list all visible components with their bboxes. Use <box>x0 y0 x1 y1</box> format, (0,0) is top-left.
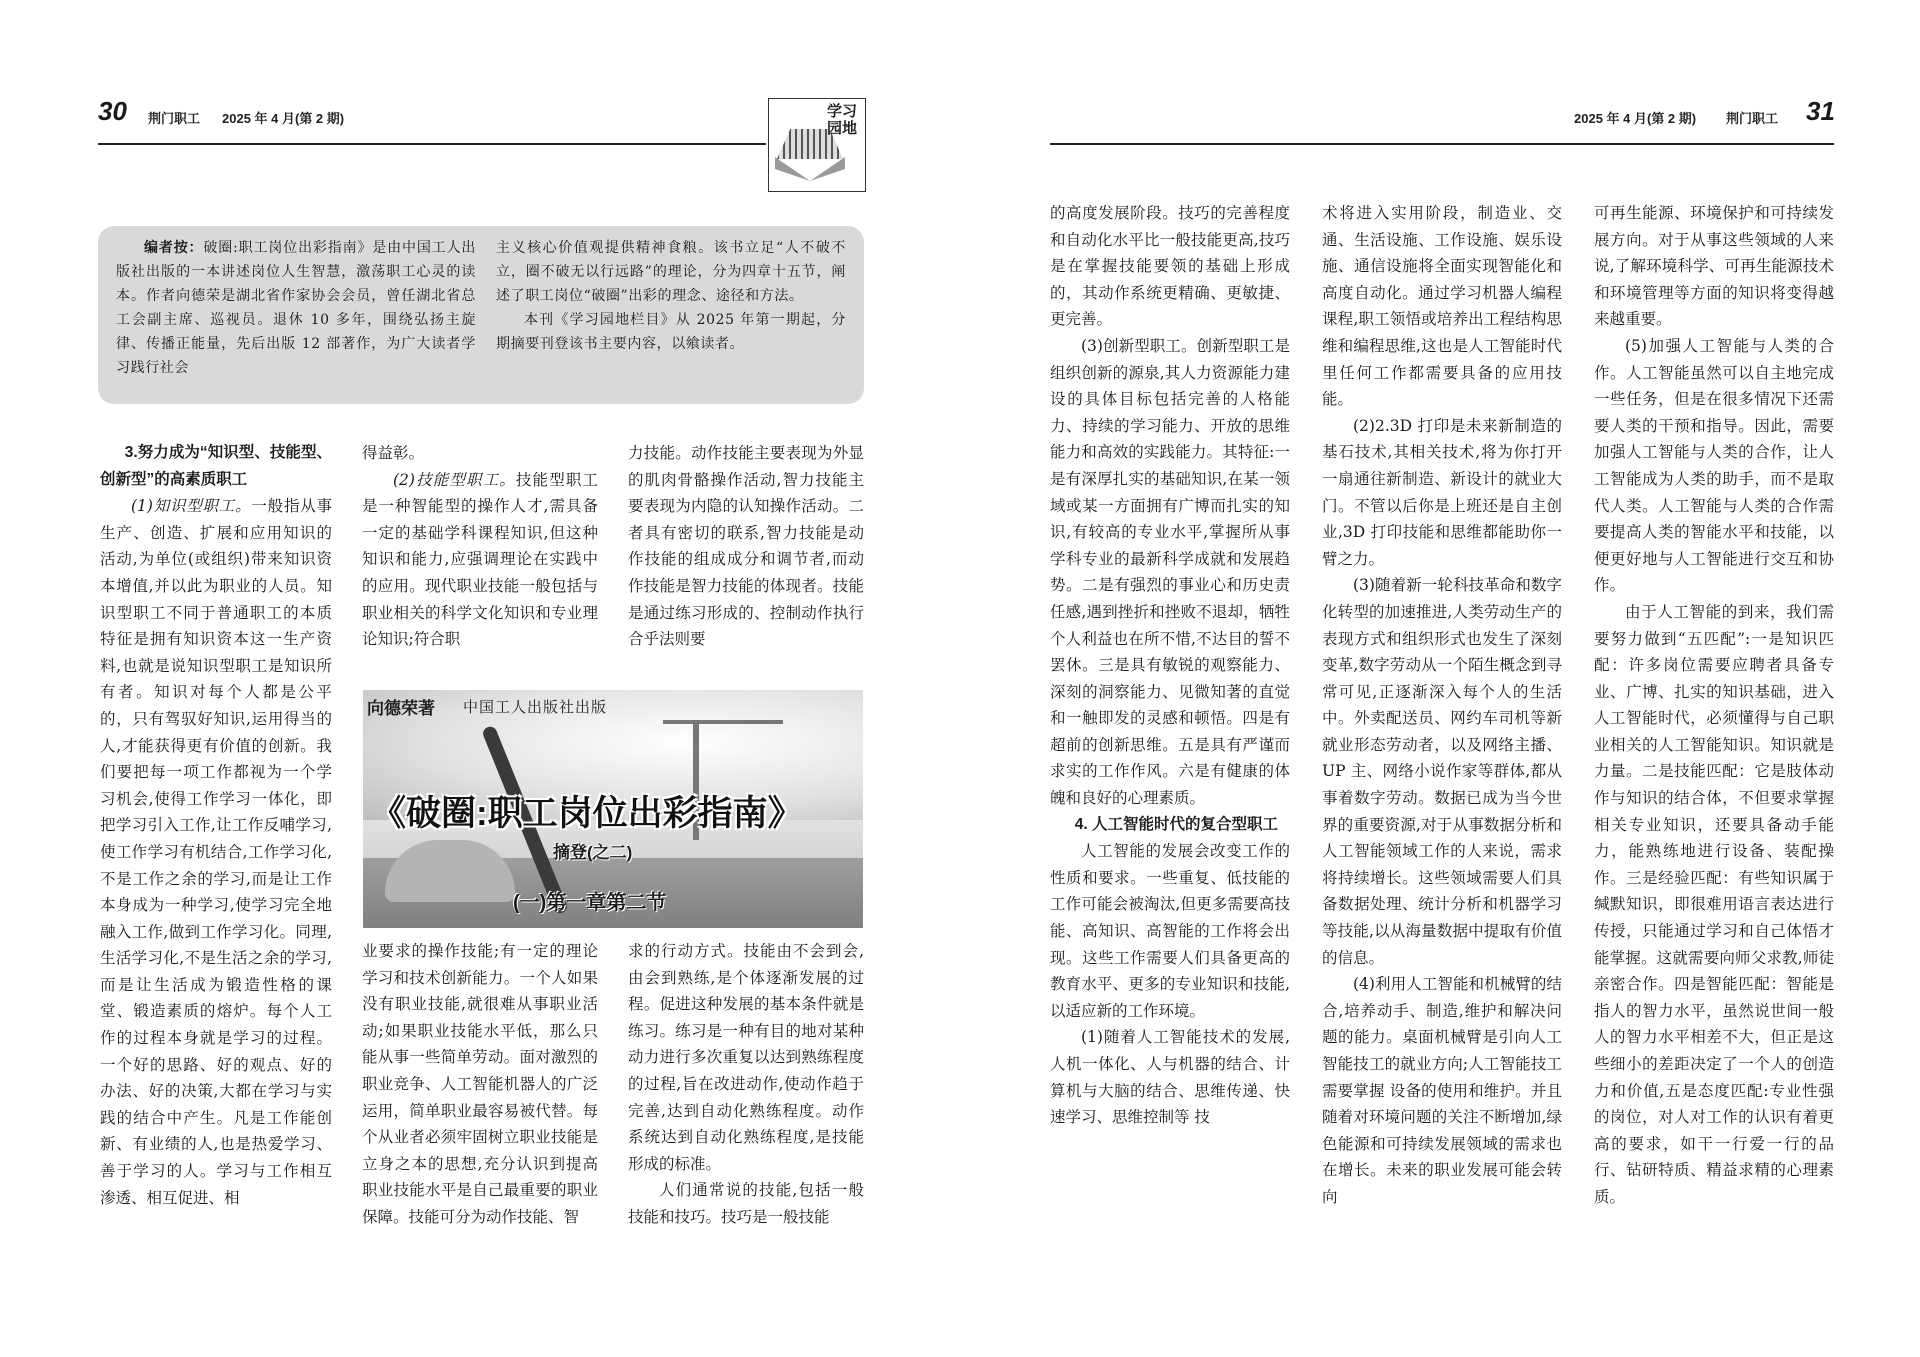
right-header-rule <box>1050 143 1834 145</box>
column-logo <box>768 98 866 192</box>
editor-note-label: 编者按： <box>144 240 204 256</box>
banner-section: (一)第一章第二节 <box>513 892 667 914</box>
right-c3-para-1: 可再生能源、环境保护和可持续发展方向。对于从事这些领域的人来说,了解环境科学、可再生能源技术和环境管理等方面的知识将变得越来越重要。 <box>1594 204 1834 329</box>
banner-publisher: 中国工人出版社出版 <box>463 698 608 716</box>
right-column-2 <box>1322 200 1562 1211</box>
crane-arm-image <box>663 720 783 724</box>
skilled-worker-lead: (2)技能型职工。 <box>393 470 516 489</box>
editor-note-col1 <box>116 236 476 380</box>
column3-bottom-text2: 人们通常说的技能,包括一般技能和技巧。技巧是一般技能 <box>628 1181 864 1226</box>
column3-bottom-text1: 求的行动方式。技能由不会到会,由会到熟练,是个体逐渐发展的过程。促进这种发展的基本条件就是练习。练习是一种有目的地对某种动力进行多次重复以达到熟练程度的过程,旨在改进动作,使动作趋于完善,达到自动化熟练程度。动作系统达到自动化熟练程度,是技能形成的标准。 <box>628 942 864 1173</box>
column2-bottom-text: 业要求的操作技能;有一定的理论学习和技术创新能力。一个人如果没有职业技能,就很难从事职业活动;如果职业技能水平低，那么只能从事一些简单劳动。面对激烈的职业竞争、人工智能机器人的广泛运用，简单职业最容易被代替。每个从业者必须牢固树立职业技能是立身之本的思想,充分认识到提高职业技能水平是自己最重要的职业保障。技能可分为动作技能、智 <box>362 942 598 1226</box>
left-column-2-top <box>362 440 598 653</box>
editor-note-col2 <box>496 236 846 356</box>
right-c1-para-3: 人工智能的发展会改变工作的性质和要求。一些重复、低技能的工作可能会被淘汰,但更多需要高技能、高知识、高智能的工作将会出现。这些工作需要人们具备更高的教育水平、更多的专业知识和技能,以适应新的工作环境。 <box>1050 842 1290 1020</box>
right-c2-para-4: (4)利用人工智能和机械臂的结合,培养动手、制造,维护和解决问题的能力。桌面机械臂是引向人工智能技工的就业方向;人工智能技工需要掌握 设备的使用和维护。并且随着对环境问题的关注不断增加,绿色能源和可持续发展领域的需求也在增长。未来的职业发展可能会转向 <box>1322 975 1562 1206</box>
right-c2-para-1: 术将进入实用阶段，制造业、交通、生活设施、工作设施、娱乐设施、通信设施将全面实现智能化和高度自动化。通过学习机器人编程课程,职工领悟或培养出工程结构思维和编程思维,这也是人工智能时代里任何工作都需要具备的应用技能。 <box>1322 204 1562 409</box>
column2-continuation: 得益彰。 <box>362 444 425 462</box>
left-magazine-name: 荆门职工 <box>148 111 201 126</box>
right-issue-date: 2025 年 4 月(第 2 期) <box>1574 111 1697 126</box>
skilled-worker-text: 技能型职工是一种智能型的操作人才,需具备一定的基础学科课程知识,但这种知识和能力,应强调理论在实践中的应用。现代职业技能一般包括与职业相关的科学文化知识和专业理论知识;符合职 <box>362 470 598 649</box>
column-logo-label: 学习 园地 <box>826 103 857 137</box>
section-heading-3: 3.努力成为“知识型、技能型、创新型”的高素质职工 <box>100 444 332 488</box>
right-c2-para-3: (3)随着新一轮科技革命和数字化转型的加速推进,人类劳动生产的表现方式和组织形式也发生了深刻变革,数字劳动从一个陌生概念到寻常可见,正逐渐深入每个人的生活中。外卖配送员、网约车司机等新就业形态劳动者，以及网络主播、UP 主、网络小说作家等群体,都从事着数字劳动。数据已成为当今世界的重要资源,对于从事数据分析和人工智能领域工作的人来说，需求将持续增长。这些领域需要人们具备数据处理、统计分析和机器学习等技能,以从海量数据中提取有价值的信息。 <box>1322 576 1562 967</box>
banner-author: 向德荣著 <box>367 699 435 718</box>
left-header-rule <box>98 143 766 145</box>
book-title-banner <box>363 690 863 928</box>
section-heading-4: 4. 人工智能时代的复合型职工 <box>1074 815 1279 833</box>
right-column-3 <box>1594 200 1834 1211</box>
left-column-3-top <box>628 440 864 653</box>
hard-hat-image <box>385 840 515 902</box>
right-magazine-name: 荆门职工 <box>1726 111 1779 126</box>
knowledge-worker-text: 一般指从事生产、创造、扩展和应用知识的活动,为单位(或组织)带来知识资本增值,并以此为职业的人员。知识型职工不同于普通职工的本质特征是拥有知识资本这一生产资料,也就是说知识型职工是知识所有者。知识对每个人都是公平的，只有驾驭好知识,运用得当的人,才能获得更有价值的创新。我们要把每一项工作都视为一个学习机会,使得工作学习一体化，即把学习引入工作,让工作反哺学习,使工作学习有机结合,工作学习化,不是工作之余的学习,而是让工作本身成为一种学习,使学习完全地融入工作,做到工作学习化。同理,生活学习化,不是生活之余的学习,而是让生活成为锻造性格的课堂、锻造素质的熔炉。每个人工作的过程本身就是学习的过程。一个好的思路、好的观点、好的办法、好的决策,大都在学习与实践的结合中产生。凡是工作能创新、有业绩的人,也是热爱学习、善于学习的人。学习与工作相互渗透、相互促进、相 <box>100 497 332 1207</box>
right-c1-para-1: 的高度发展阶段。技巧的完善程度和自动化水平比一般技能更高,技巧是在掌握技能要领的基础上形成的，其动作系统更精确、更敏捷、更完善。 <box>1050 204 1290 329</box>
knowledge-worker-lead: (1)知识型职工。 <box>131 497 252 516</box>
editor-note-text2: 主义核心价值观提供精神食粮。该书立足“人不破不立，圈不破无以行远路”的理论，分为四章十五节，阐述了职工岗位“破圈”出彩的理念、途径和方法。 <box>496 240 846 304</box>
column3-top-text: 力技能。动作技能主要表现为外显的肌肉骨骼操作活动,智力技能主要表现为内隐的认知操作活动。二者具有密切的联系,智力技能是动作技能的组成成分和调节者,而动作技能是智力技能的体现者。技能是通过练习形成的、控制动作执行合乎法则要 <box>628 444 864 649</box>
right-c1-para-2: (3)创新型职工。创新型职工是组织创新的源泉,其人力资源能力建设的具体目标包括完善的人格能力、持续的学习能力、开放的思维能力和高效的实践能力。其特征:一是有深厚扎实的基础知识,在某一领域或某一方面拥有广博而扎实的知识,有较高的专业水平,掌握所从事学科专业的最新科学成就和发展趋势。二是有强烈的事业心和历史责任感,遇到挫折和挫败不退却，牺牲个人利益也在所不惜,不达目的誓不罢休。三是具有敏锐的观察能力、深刻的洞察能力、见微知著的直觉和一触即发的灵感和顿悟。四是有超前的创新思维。五是具有严谨而求实的工作作风。六是有健康的体魄和良好的心理素质。 <box>1050 336 1290 808</box>
right-c1-para-4: (1)随着人工智能技术的发展,人机一体化、人与机器的结合、计算机与大脑的结合、思维传递、快速学习、思维控制等 技 <box>1050 1028 1290 1127</box>
left-column-1 <box>100 440 332 1211</box>
right-c3-para-2: (5)加强人工智能与人类的合作。人工智能虽然可以自主地完成一些任务，但是在很多情况下还需要人类的干预和指导。因此，需要加强人工智能与人类的合作，让人工智能成为人类的助手，而不是取代人类。人工智能与人类的合作需要提高人类的智能水平和技能，以便更好地与人工智能进行交互和协作。 <box>1594 336 1834 595</box>
banner-book-title: 《破圈:职工岗位出彩指南》 <box>371 794 803 833</box>
editor-note-text1: 破圈:职工岗位出彩指南》是由中国工人出版社出版的一本讲述岗位人生智慧，激荡职工心灵的读本。作者向德荣是湖北省作家协会会员，曾任湖北省总工会副主席、巡视员。退休 10 多年，围绕弘扬主旋律、传播正能量，先后出版 12 部著作，为广大读者学习践行社会 <box>116 240 476 376</box>
left-page-number: 30 <box>98 96 127 126</box>
right-c2-para-2: (2)2.3D 打印是未来新制造的基石技术,其相关技术,将为你打开一扇通往新制造、新设计的就业大门。不管以后你是上班还是自主创业,3D 打印技能和思维都能助你一臂之力。 <box>1322 416 1562 568</box>
left-column-2-bottom <box>362 938 598 1231</box>
right-page-number: 31 <box>1806 96 1835 126</box>
editor-note-text3: 本刊《学习园地栏目》从 2025 年第一期起，分期摘要刊登该书主要内容，以飨读者。 <box>496 312 846 352</box>
right-c3-para-3: 由于人工智能的到来，我们需要努力做到“五匹配”:一是知识匹配：许多岗位需要应聘者具备专业、广博、扎实的知识基础，进入人工智能时代，必须懂得与自己职业相关的人工智能知识。知识就是力量。二是技能匹配：它是肢体动作与知识的结合体，不但要求掌握相关专业知识，还要具备动手能力，能熟练地进行设备、装配操作。三是经验匹配：有些知识属于缄默知识，即很难用语言表达进行传授，只能通过学习和自己体悟才能掌握。这就需要向师父求教,师徒亲密合作。四是智能匹配：智能是指人的智力水平，虽然说世间一般人的智力水平相差不大，但正是这些细小的差距决定了一个人的创造力和价值,五是态度匹配:专业性强的岗位，对人对工作的认识有着更高的要求，如干一行爱一行的品行、钻研特质、精益求精的心理素质。 <box>1594 602 1834 1206</box>
banner-subtitle: 摘登(之二) <box>553 843 633 862</box>
editor-note-box <box>98 226 864 404</box>
right-column-1 <box>1050 200 1290 1131</box>
left-issue-date: 2025 年 4 月(第 2 期) <box>222 111 345 126</box>
left-column-3-bottom <box>628 938 864 1231</box>
